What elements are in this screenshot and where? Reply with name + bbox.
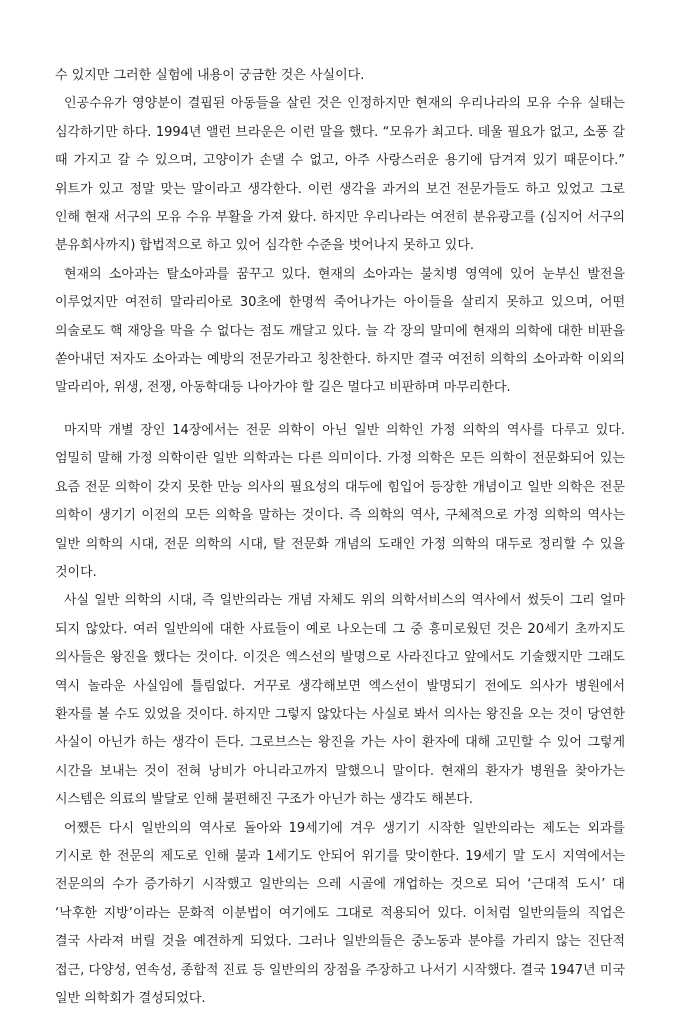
document-page [55, 62, 625, 1013]
paragraph-3: 현재의 소아과는 탈소아과를 꿈꾸고 있다. 현재의 소아과는 불치병 영역에 있어 눈부신 발전을 이루었지만 여전히 말라리아로 30초에 한명씩 죽어나가는 아이들을 살리지 못하고 있으며, 어떤 의술로도 핵 재앙을 막을 수 없다는 점도 깨달고 있다. 늘 각 장의 말미에 현재의 의학에 대한 비판을 쏟아내던 저자도 소아과는 예방의 전문가라고 칭찬한다. 하지만 결국 여전히 의학의 소아과학 이외의 말라리아, 위생, 전쟁, 아동학대등 나아가야 할 길은 멀다고 비판하며 마무리한다. [55, 266, 625, 396]
paragraph-4: 마지막 개별 장인 14장에서는 전문 의학이 아닌 일반 의학인 가정 의학의 역사를 다루고 있다. 엄밀히 말해 가정 의학이란 일반 의학과는 다른 의미이다. 가정 의학은 모든 의학이 전문화되어 있는 요즘 전문 의학이 갖지 못한 만능 의사의 필요성의 대두에 힘입어 등장한 개념이고 일반 의학은 전문 의학이 생기기 이전의 모든 의학을 말하는 것이다. 즉 의학의 역사, 구체적으로 가정 의학의 역사는 일반 의학의 시대, 전문 의학의 시대, 탈 전문화 개념의 도래인 가정 의학의 대두로 정리할 수 있을 것이다. [55, 422, 625, 580]
paragraph-6: 어쨌든 다시 일반의의 역사로 돌아와 19세기에 겨우 생기기 시작한 일반의라는 제도는 외과를 기시로 한 전문의 제도로 인해 불과 1세기도 안되어 위기를 맞이한다. 19세기 말 도시 지역에서는 전문의의 수가 증가하기 시작했고 일반의는 으레 시골에 개업하는 것으로 되어 ‘근대적 도시’ 대 ‘낙후한 지방’이라는 문화적 이분법이 여기에도 그대로 적용되어 있다. 이처럼 일반의들의 직업은 결국 사라져 버릴 것을 예견하게 되었다. 그러나 일반의들은 중노동과 분야를 가리지 않는 진단적 접근, 다양성, 연속성, 종합적 진료 등 일반의의 장점을 주장하고 나서기 시작했다. 결국 1947년 미국 일반 의학회가 결성되었다. [55, 820, 625, 1006]
paragraph-gap [55, 403, 625, 417]
paragraph-5: 사실 일반 의학의 시대, 즉 일반의라는 개념 자체도 위의 의학서비스의 역사에서 썼듯이 그리 얼마 되지 않았다. 여러 일반의에 대한 사료들이 예로 나오는데 그 중 흥미로웠던 것은 20세기 초까지도 의사들은 왕진을 했다는 것이다. 이것은 엑스선의 발명으로 사라진다고 앞에서도 기술했지만 그래도 역시 놀라운 사실임에 틀림없다. 거꾸로 생각해보면 엑스선이 발명되기 전에도 의사가 병원에서 환자를 볼 수도 있었을 것이다. 하지만 그렇지 않았다는 사실로 봐서 의사는 왕진을 오는 것이 당연한 사실이 아닌가 하는 생각이 든다. 그로브스는 왕진을 가는 사이 환자에 대해 고민할 수 있어 그렇게 시간을 보내는 것이 전혀 낭비가 아니라고까지 말했으니 말이다. 현재의 환자가 병원을 찾아가는 시스템은 의료의 발달로 인해 불편해진 구조가 아닌가 하는 생각도 해본다. [55, 593, 625, 808]
paragraph-2: 인공수유가 영양분이 결핍된 아동들을 살린 것은 인정하지만 현재의 우리나라의 모유 수유 실태는 심각하기만 하다. 1994년 앨런 브라운은 이런 말을 했다. “모유가 최고다. 데울 필요가 없고, 소풍 갈 때 가지고 갈 수 있으며, 고양이가 손댈 수 없고, 아주 사랑스러운 용기에 담겨져 있기 때문이다.” 위트가 있고 정말 맞는 말이라고 생각한다. 이런 생각을 과거의 보건 전문가들도 하고 있었고 그로 인해 현재 서구의 모유 수유 부활을 가져 왔다. 하지만 우리나라는 여전히 분유광고를 (심지어 서구의 분유회사까지) 합법적으로 하고 있어 심각한 수준을 벗어나지 못하고 있다. [55, 96, 625, 254]
paragraph-1: 수 있지만 그러한 실험에 내용이 궁금한 것은 사실이다. [55, 68, 365, 83]
